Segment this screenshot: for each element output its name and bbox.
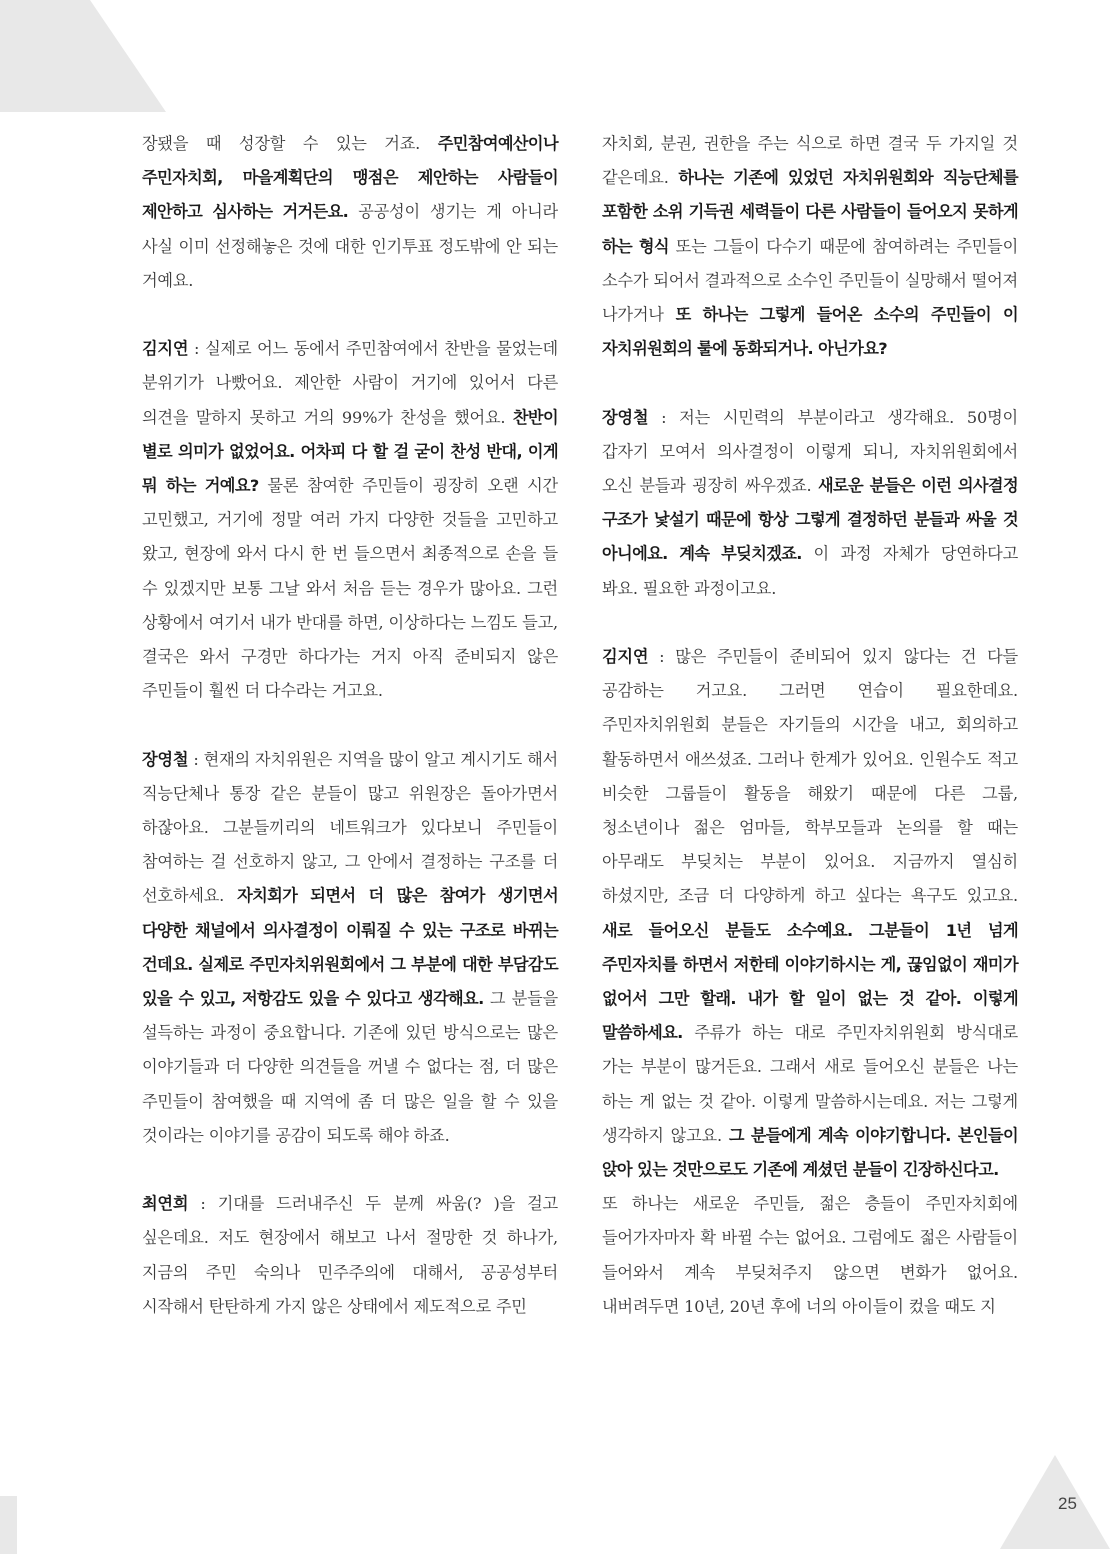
body-text: 그 분들을 설득하는 과정이 중요합니다. 기존에 있던 방식으로는 많은 이야기들과 더 다양한 의견들을 꺼낼 수 없다는 점, 더 많은 주민들이 참여했을 때 지역에 좀 더 많은 일을 할 수 있을 것이라는 이야기를 공감이 되도록 해야 하죠. [142, 989, 558, 1145]
interview-paragraph [602, 640, 1018, 1187]
interview-paragraph [602, 401, 1018, 606]
right-column [602, 127, 1018, 1358]
interview-paragraph [602, 1187, 1018, 1324]
body-text: : 많은 주민들이 준비되어 있지 않다는 건 다들 공감하는 거고요. 그러면 연습이 필요한데요. 주민자치위원회 분들은 자기들의 시간을 내고, 회의하고 활동하면서 애쓰셨죠. 그러나 한계가 있어요. 인원수도 적고 비슷한 그룹들이 활동을 해왔기 때문에 다른 그룹, 청소년이나 젊은 엄마들, 학부모들과 논의를 할 때는 아무래도 부딪치는 부분이 있어요. 지금까지 열심히 하셨지만, 조금 더 다양하게 하고 싶다는 욕구도 있고요. [602, 647, 1018, 906]
speaker-name: 장영철 [142, 749, 189, 769]
body-text: 또 하나는 새로운 주민들, 젊은 층들이 주민자치회에 들어가자마자 확 바뀔 수는 없어요. 그럼에도 젊은 사람들이 들어와서 계속 부딪쳐주지 않으면 변화가 없어요. 내버려두면 10년, 20년 후에 너의 아이들이 컸을 때도 지 [602, 1194, 1018, 1316]
speaker-name: 김지연 [142, 339, 189, 359]
decorative-bar-bottom-left [0, 1496, 17, 1554]
decorative-corner-top-left [0, 0, 166, 112]
emphasized-text: 자치회가 되면서 더 많은 참여가 생기면서 다양한 채널에서 의사결정이 이뤄질 수 있는 구조로 바뀌는 건데요. 실제로 주민자치위원회에서 그 부분에 대한 부담감도 있을 수 있고, 저항감도 있을 수 있다고 생각해요. [142, 886, 559, 1009]
body-text: 또는 그들이 다수기 때문에 참여하려는 주민들이 소수가 되어서 결과적으로 소수인 주민들이 실망해서 떨어져 나가거나 [602, 236, 1019, 325]
body-text: 주류가 하는 대로 주민자치위원회 방식대로 가는 부분이 많거든요. 그래서 새로 들어오신 분들은 나는 하는 게 없는 것 같아. 이렇게 말씀하시는데요. 저는 그렇게 생각하지 않고요. [602, 1023, 1018, 1145]
page-number: 25 [1058, 1494, 1077, 1513]
body-text: : 현재의 자치위원은 지역을 많이 알고 계시기도 해서 직능단체나 통장 같은 분들이 많고 위원장은 돌아가면서 하잖아요. 그분들끼리의 네트워크가 있다보니 주민들이 참여하는 걸 선호하지 않고, 그 안에서 결정하는 구조를 더 선호하세요. [142, 749, 558, 906]
speaker-name: 김지연 [602, 647, 649, 667]
emphasized-text: 하나는 기존에 있었던 자치위원회와 직능단체를 포함한 소위 기득권 세력들이 다른 사람들이 들어오지 못하게 하는 형식 [602, 168, 1019, 256]
body-text: 이 과정 자체가 당연하다고 봐요. 필요한 과정이고요. [602, 544, 1019, 598]
emphasized-text: 새로 들어오신 분들도 소수예요. 그분들이 1년 넘게 주민자치를 하면서 저한테 이야기하시는 게, 끊임없이 재미가 없어서 그만 할래. 내가 할 일이 없는 것 같아. 이렇게 말씀하세요. [602, 920, 1018, 1043]
emphasized-text: 새로운 분들은 이런 의사결정 구조가 낯설기 때문에 항상 그렇게 결정하던 분들과 싸울 것 아니에요. 계속 부딪치겠죠. [602, 476, 1018, 564]
body-text: 장됐을 때 성장할 수 있는 거죠. [142, 134, 438, 153]
body-text: 자치회, 분권, 권한을 주는 식으로 하면 결국 두 가지일 것 같은데요. [602, 134, 1018, 188]
body-text: 공공성이 생기는 게 아니라 사실 이미 선정해놓은 것에 대한 인기투표 정도밖에 안 되는 거예요. [142, 202, 558, 290]
body-text: 물론 참여한 주민들이 굉장히 오랜 시간 고민했고, 거기에 정말 여러 가지 다양한 것들을 고민하고 왔고, 현장에 와서 다시 한 번 들으면서 최종적으로 손을 들 수 있겠지만 보통 그날 와서 처음 듣는 경우가 많아요. 그런 상황에서 여기서 내가 반대를 하면, 이상하다는 느낌도 들고, 결국은 와서 구경만 하다가는 거지 아직 준비되지 않은 주민들이 훨씬 더 다수라는 거고요. [142, 476, 558, 701]
left-column [142, 127, 558, 1358]
speaker-name: 장영철 [602, 407, 649, 427]
emphasized-text: 주민참여예산이나 주민자치회, 마을계획단의 맹점은 제안하는 사람들이 제안하고 심사하는 거거든요. [142, 134, 558, 222]
interview-paragraph [142, 127, 558, 298]
interview-paragraph [602, 127, 1018, 366]
speaker-name: 최연희 [142, 1194, 189, 1214]
body-text: : 저는 시민력의 부분이라고 생각해요. 50명이 갑자기 모여서 의사결정이 이렇게 되니, 자치위원회에서 오신 분들과 굉장히 싸우겠죠. [602, 407, 1018, 496]
emphasized-text: 또 하나는 그렇게 들어온 소수의 주민들이 이 자치위원회의 룰에 동화되거나. 아닌가요? [602, 305, 1018, 359]
body-text: : 실제로 어느 동에서 주민참여에서 찬반을 물었는데 분위기가 나빴어요. 제안한 사람이 거기에 있어서 다른 의견을 말하지 못하고 거의 99%가 찬성을 했어요. [142, 339, 558, 427]
interview-paragraph [142, 743, 558, 1153]
interview-paragraph [142, 332, 558, 708]
emphasized-text: 그 분들에게 계속 이야기합니다. 본인들이 앉아 있는 것만으로도 기존에 계셨던 분들이 긴장하신다고. [602, 1125, 1018, 1180]
body-text: : 기대를 드러내주신 두 분께 싸움(? )을 걸고 싶은데요. 저도 현장에서 해보고 나서 절망한 것 하나가, 지금의 주민 숙의나 민주주의에 대해서, 공공성부터 시작해서 탄탄하게 가지 않은 상태에서 제도적으로 주민 [142, 1194, 558, 1316]
emphasized-text: 찬반이 별로 의미가 없었어요. 어차피 다 할 걸 굳이 찬성 반대, 이게 뭐 하는 거예요? [142, 407, 558, 496]
interview-paragraph [142, 1187, 558, 1324]
decorative-triangle-bottom-right [1000, 1455, 1110, 1549]
